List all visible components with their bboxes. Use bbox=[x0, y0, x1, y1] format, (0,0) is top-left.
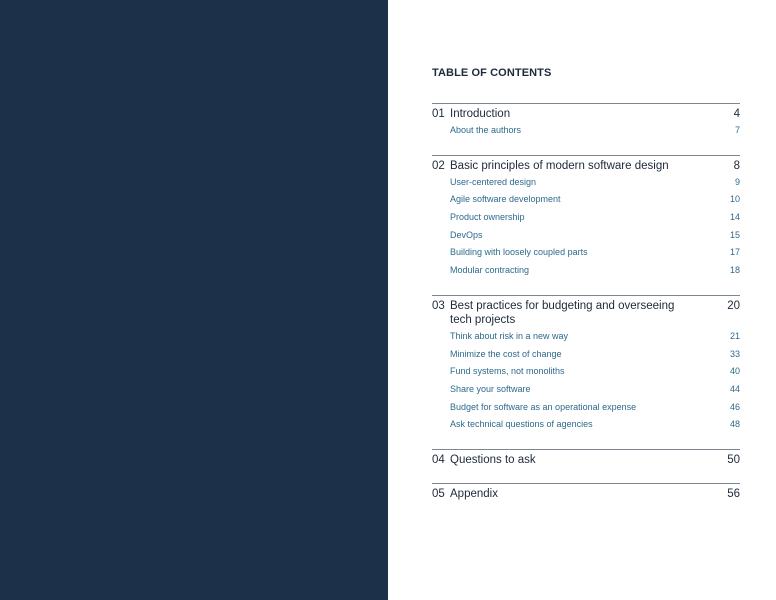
section-number: 05 bbox=[432, 487, 445, 500]
subsection-title: Agile software development bbox=[450, 194, 561, 205]
section-page-number: 56 bbox=[727, 487, 740, 500]
table-of-contents bbox=[432, 66, 740, 517]
subsection-page-number: 46 bbox=[729, 401, 740, 412]
subsection-page-number: 18 bbox=[729, 265, 740, 276]
subsection-page-number: 10 bbox=[729, 194, 740, 205]
subsection-page-number: 15 bbox=[729, 229, 740, 240]
subsection-page-number: 9 bbox=[734, 176, 740, 187]
section-number: 02 bbox=[432, 159, 445, 172]
subsection-title: User-centered design bbox=[450, 176, 537, 187]
subsection-link[interactable] bbox=[432, 328, 740, 346]
section-page-number: 4 bbox=[733, 108, 740, 120]
subsection-page-number: 48 bbox=[729, 419, 740, 430]
section-title: Questions to ask bbox=[450, 453, 536, 466]
subsection-title: Building with loosely coupled parts bbox=[450, 247, 588, 258]
subsection-page-number: 7 bbox=[734, 125, 740, 135]
toc-section bbox=[432, 483, 740, 501]
subsection-link[interactable] bbox=[432, 174, 740, 192]
section-page-number: 50 bbox=[727, 453, 740, 466]
subsection-title: Modular contracting bbox=[450, 265, 530, 276]
subsection-title: Think about risk in a new way bbox=[450, 330, 569, 341]
subsection-title: Fund systems, not monoliths bbox=[450, 366, 565, 377]
section-number: 04 bbox=[432, 453, 445, 466]
toc-section bbox=[432, 449, 740, 467]
section-title: Introduction bbox=[450, 108, 511, 120]
toc-title: TABLE OF CONTENTS bbox=[432, 67, 552, 79]
subsection-page-number: 40 bbox=[729, 366, 740, 377]
subsection-link[interactable] bbox=[432, 209, 740, 227]
toc-section bbox=[432, 103, 740, 140]
subsection-title: About the authors bbox=[450, 125, 522, 135]
subsection-link[interactable] bbox=[432, 346, 740, 364]
subsection-link[interactable] bbox=[432, 363, 740, 381]
toc-section bbox=[432, 155, 740, 280]
subsection-title: DevOps bbox=[450, 229, 483, 240]
subsection-link[interactable] bbox=[432, 244, 740, 262]
subsection-page-number: 33 bbox=[729, 348, 740, 359]
section-title: Appendix bbox=[450, 487, 498, 500]
section-heading-link[interactable] bbox=[432, 487, 740, 501]
section-heading-link[interactable] bbox=[432, 299, 740, 327]
section-heading-link[interactable] bbox=[432, 107, 740, 121]
subsection-title: Budget for software as an operational expense bbox=[450, 401, 637, 412]
subsection-link[interactable] bbox=[432, 262, 740, 280]
subsection-link[interactable] bbox=[432, 416, 740, 434]
subsection-page-number: 17 bbox=[729, 247, 740, 258]
section-page-number: 8 bbox=[733, 159, 740, 172]
subsection-page-number: 21 bbox=[729, 330, 740, 341]
section-heading-link[interactable] bbox=[432, 453, 740, 467]
section-title: Basic principles of modern software design bbox=[450, 159, 669, 172]
subsection-link[interactable] bbox=[432, 191, 740, 209]
section-number: 03 bbox=[432, 299, 445, 312]
section-page-number: 20 bbox=[727, 299, 740, 312]
subsection-title: Share your software bbox=[450, 383, 531, 394]
subsection-list bbox=[432, 174, 740, 280]
subsection-link[interactable] bbox=[432, 381, 740, 399]
subsection-page-number: 14 bbox=[729, 212, 740, 223]
subsection-link[interactable] bbox=[432, 122, 740, 140]
subsection-title: Product ownership bbox=[450, 212, 525, 223]
section-heading-link[interactable] bbox=[432, 159, 740, 173]
subsection-title: Minimize the cost of change bbox=[450, 348, 562, 359]
subsection-list bbox=[432, 122, 740, 140]
section-title: Best practices for budgeting and overseeing tech projects bbox=[450, 299, 675, 326]
subsection-link[interactable] bbox=[432, 227, 740, 245]
toc-section bbox=[432, 295, 740, 434]
subsection-link[interactable] bbox=[432, 399, 740, 417]
subsection-page-number: 44 bbox=[729, 383, 740, 394]
subsection-list bbox=[432, 328, 740, 434]
toc-sections bbox=[432, 103, 740, 501]
section-number: 01 bbox=[432, 108, 445, 120]
subsection-title: Ask technical questions of agencies bbox=[450, 419, 593, 430]
